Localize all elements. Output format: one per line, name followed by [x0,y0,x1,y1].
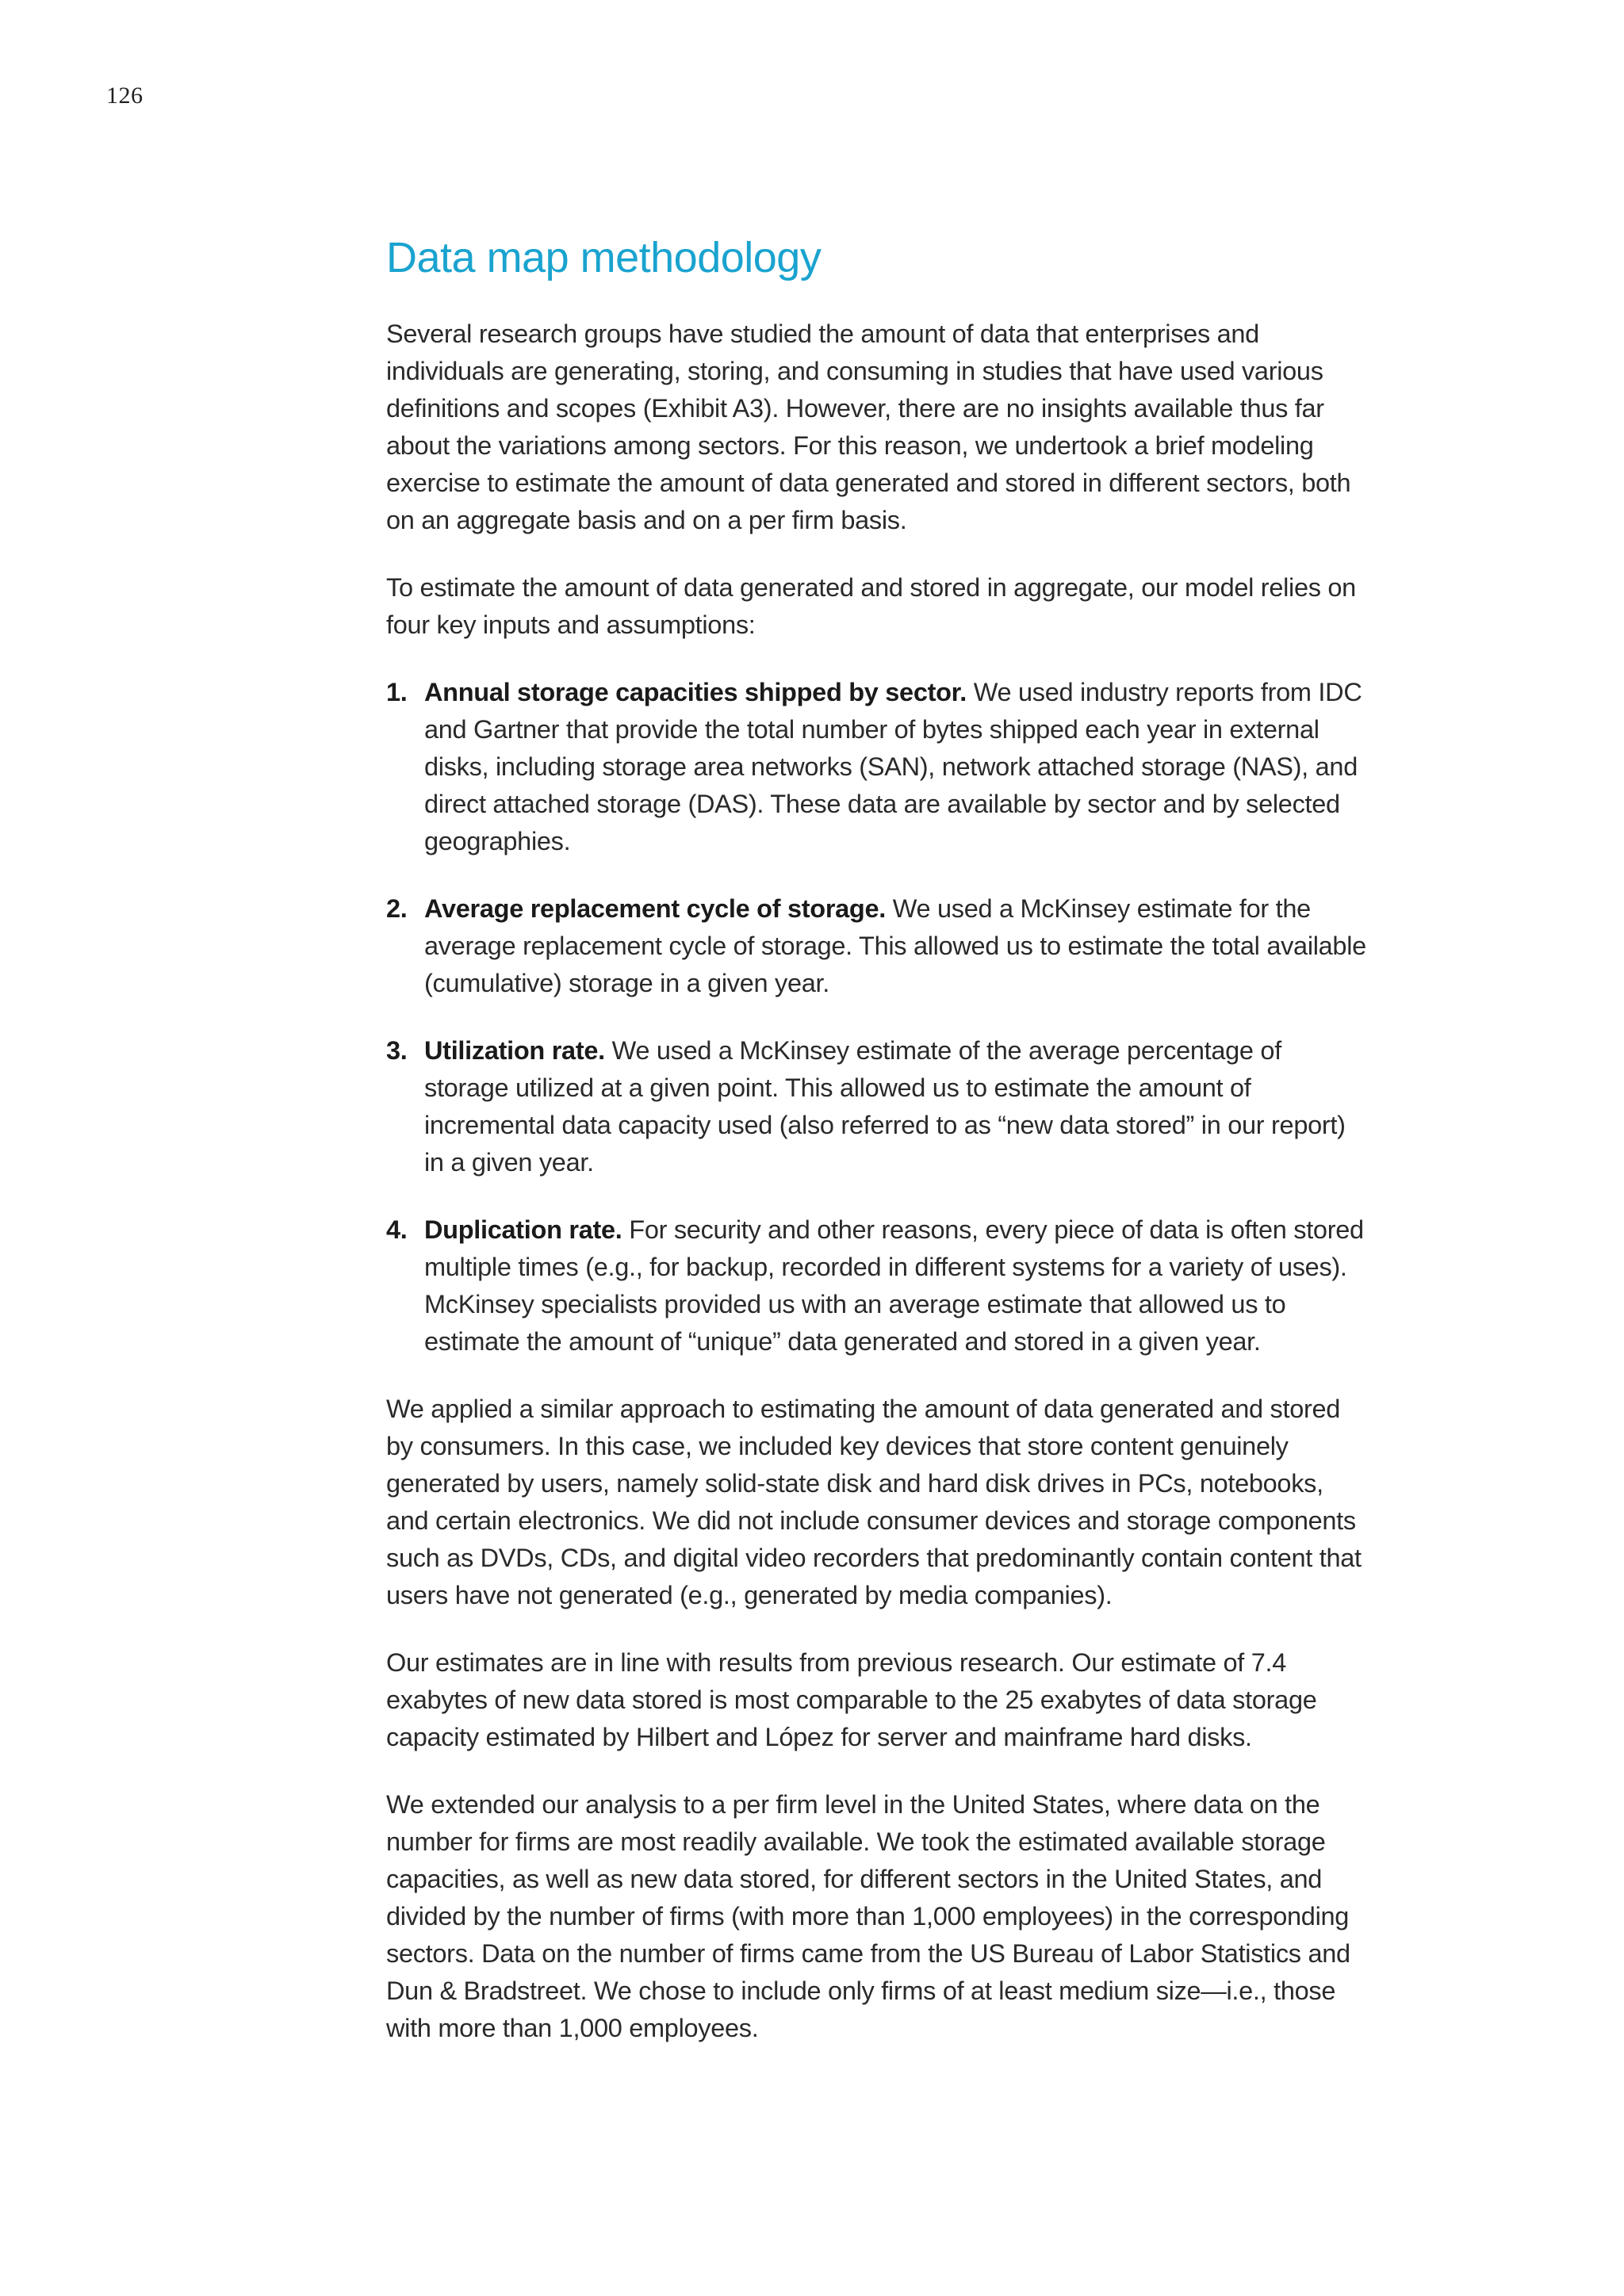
list-item-lead: Utilization rate. [424,1036,612,1065]
list-item-text: For security and other reasons, every piece of data is often stored multiple times (e.g., for backup, recorded in different systems for a variety of uses). McKinsey specialists provided us with an average estimate that allowed us to estimate the amount of “unique” data generated and stored in a given year. [424,1215,1364,1356]
list-item-number: 2. [386,894,408,923]
list-item-text: We used a McKinsey estimate of the average percentage of storage utilized at a given point. This allowed us to estimate the amount of incremental data capacity used (also referred to as “new data stored” in our report) in a given year. [424,1036,1346,1177]
list-item-text: We used a McKinsey estimate for the average replacement cycle of storage. This allowed us to estimate the total available (cumulative) storage in a given year. [424,894,1366,997]
assumptions-list [386,674,1369,1360]
list-item-text: We used industry reports from IDC and Gartner that provide the total number of bytes shipped each year in external disks, including storage area networks (SAN), network attached storage (NAS), and direct attached storage (DAS). These data are available by sector and by selected geographies. [424,678,1362,855]
section-title: Data map methodology [386,234,822,281]
assumptions-intro-paragraph: To estimate the amount of data generated and stored in aggregate, our model relies on four key inputs and assumptions: [386,573,1356,639]
list-item [386,674,1369,860]
page-number: 126 [106,82,144,109]
list-item-number: 4. [386,1215,408,1244]
list-item [386,1211,1369,1360]
consumer-approach-paragraph: We applied a similar approach to estimating the amount of data generated and stored by consumers. In this case, we included key devices that store content genuinely generated by users, namely solid-state disk and hard disk drives in PCs, notebooks, and certain electronics. We did not include consumer devices and storage components such as DVDs, CDs, and digital video recorders that predominantly contain content that users have not generated (e.g., generated by media companies). [386,1395,1362,1609]
list-item [386,1032,1369,1181]
list-item-number: 1. [386,678,408,706]
comparison-paragraph: Our estimates are in line with results from previous research. Our estimate of 7.4 exabytes of new data stored is most comparable to the 25 exabytes of data storage capacity estimated by Hilbert and López for server and mainframe hard disks. [386,1648,1317,1751]
per-firm-paragraph: We extended our analysis to a per firm level in the United States, where data on the number for firms are most readily available. We took the estimated available storage capacities, as well as new data stored, for different sectors in the United States, and divided by the number of firms (with more than 1,000 employees) in the corresponding sectors. Data on the number of firms came from the US Bureau of Labor Statistics and Dun & Bradstreet. We chose to include only firms of at least medium size—i.e., those with more than 1,000 employees. [386,1790,1350,2042]
intro-paragraph: Several research groups have studied the amount of data that enterprises and individuals are generating, storing, and consuming in studies that have used various definitions and scopes (Exhibit A3). However, there are no insights available thus far about the variations among sectors. For this reason, we undertook a brief modeling exercise to estimate the amount of data generated and stored in different sectors, both on an aggregate basis and on a per firm basis. [386,320,1351,534]
list-item-lead: Duplication rate. [424,1215,630,1244]
list-item-number: 3. [386,1036,408,1065]
main-content [386,232,1369,2077]
list-item-lead: Average replacement cycle of storage. [424,894,893,923]
list-item [386,890,1369,1002]
list-item-lead: Annual storage capacities shipped by sector. [424,678,974,706]
